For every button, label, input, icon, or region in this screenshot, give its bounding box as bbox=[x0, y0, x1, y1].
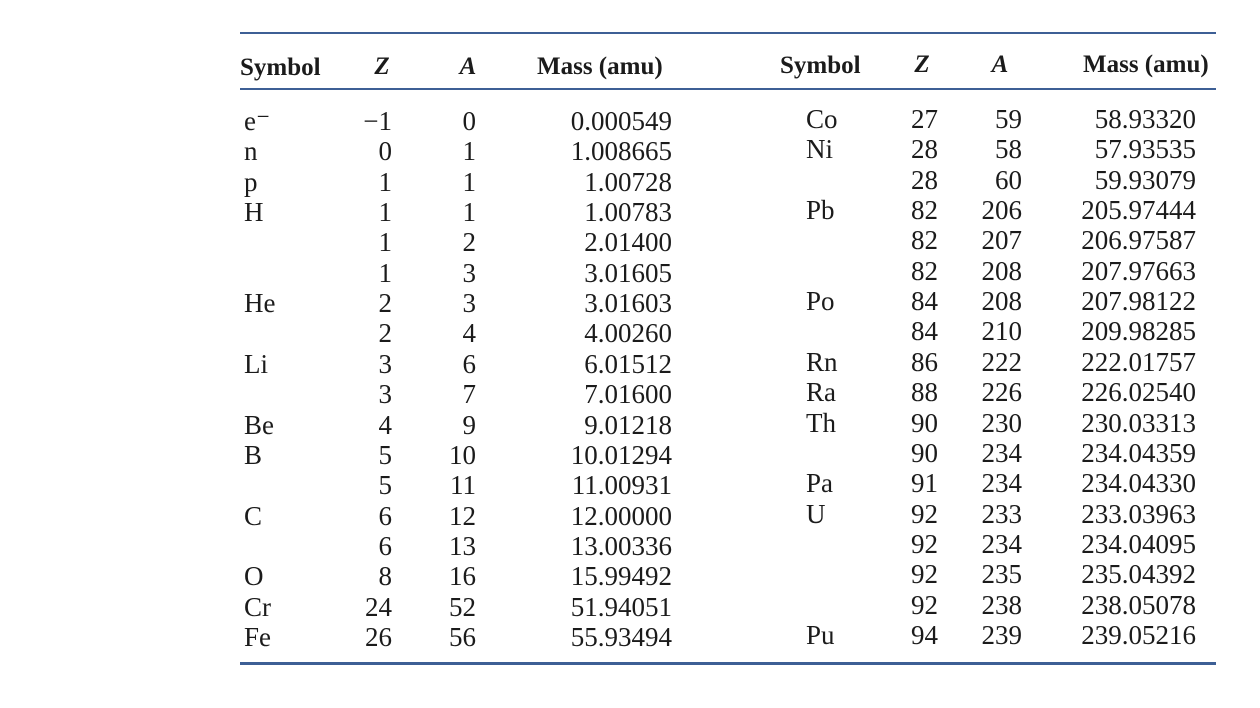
right-row-a-cell: 234 bbox=[981, 438, 1022, 468]
left-row-symbol-cell: Be bbox=[244, 410, 274, 440]
left-row-a-cell: 9 bbox=[462, 410, 476, 440]
left-row-a-cell: 4 bbox=[462, 318, 476, 348]
left-row-a-cell: 12 bbox=[449, 501, 476, 531]
right-row-mass-cell: 234.04330 bbox=[1081, 468, 1196, 498]
left-row-symbol-cell: e⁻ bbox=[244, 106, 271, 136]
right-row-a-cell: 238 bbox=[981, 590, 1022, 620]
right-row-symbol-cell: Ra bbox=[806, 377, 836, 407]
right-row-a-cell: 239 bbox=[981, 620, 1022, 650]
right-row-mass-cell: 230.03313 bbox=[1081, 408, 1196, 438]
left-row-z-cell: 3 bbox=[378, 349, 392, 379]
left-row-mass-cell: 15.99492 bbox=[570, 561, 672, 591]
header-symbol-left: Symbol bbox=[240, 54, 321, 81]
left-row-mass-cell: 9.01218 bbox=[584, 410, 672, 440]
left-row-symbol-cell: H bbox=[244, 197, 264, 227]
left-row-symbol-cell: n bbox=[244, 136, 258, 166]
right-row-a-cell: 59 bbox=[995, 104, 1022, 134]
left-row-z-cell: 5 bbox=[378, 440, 392, 470]
left-row-a-cell: 52 bbox=[449, 592, 476, 622]
left-row-a-cell: 10 bbox=[449, 440, 476, 470]
left-row-a-cell: 13 bbox=[449, 531, 476, 561]
right-row-a-cell: 210 bbox=[981, 316, 1022, 346]
left-row-a-cell: 6 bbox=[462, 349, 476, 379]
right-row-mass-cell: 238.05078 bbox=[1081, 590, 1196, 620]
left-row-mass-cell: 3.01605 bbox=[584, 258, 672, 288]
left-row-a-cell: 56 bbox=[449, 622, 476, 652]
right-row-a-cell: 234 bbox=[981, 468, 1022, 498]
left-row-a-cell: 3 bbox=[462, 258, 476, 288]
right-row-z-cell: 84 bbox=[911, 316, 938, 346]
right-row-mass-cell: 57.93535 bbox=[1094, 134, 1196, 164]
left-row-symbol-cell: p bbox=[244, 167, 258, 197]
header-mass-left: Mass (amu) bbox=[537, 53, 663, 80]
right-row-z-cell: 28 bbox=[911, 134, 938, 164]
right-row-mass-cell: 209.98285 bbox=[1081, 316, 1196, 346]
left-row-a-cell: 11 bbox=[450, 470, 476, 500]
right-row-mass-cell: 234.04095 bbox=[1081, 529, 1196, 559]
left-row-a-cell: 7 bbox=[462, 379, 476, 409]
right-row-z-cell: 90 bbox=[911, 408, 938, 438]
left-row-mass-cell: 1.00728 bbox=[584, 167, 672, 197]
header-symbol-right: Symbol bbox=[780, 52, 861, 79]
left-row-z-cell: 24 bbox=[365, 592, 392, 622]
table-top-rule bbox=[240, 32, 1216, 34]
right-row-mass-cell: 206.97587 bbox=[1081, 225, 1196, 255]
left-row-a-cell: 0 bbox=[462, 106, 476, 136]
right-row-a-cell: 226 bbox=[981, 377, 1022, 407]
right-row-a-cell: 208 bbox=[981, 286, 1022, 316]
right-row-symbol-cell: Co bbox=[806, 104, 838, 134]
right-row-z-cell: 90 bbox=[911, 438, 938, 468]
right-row-z-cell: 82 bbox=[911, 225, 938, 255]
right-row-a-cell: 222 bbox=[981, 347, 1022, 377]
table-bottom-rule bbox=[240, 662, 1216, 665]
left-row-z-cell: 3 bbox=[378, 379, 392, 409]
right-row-symbol-cell: Th bbox=[806, 408, 836, 438]
left-row-z-cell: 6 bbox=[378, 531, 392, 561]
right-row-symbol-cell: U bbox=[806, 499, 826, 529]
right-row-z-cell: 84 bbox=[911, 286, 938, 316]
right-row-z-cell: 92 bbox=[911, 559, 938, 589]
right-row-symbol-cell: Ni bbox=[806, 134, 833, 164]
left-row-z-cell: 1 bbox=[378, 167, 392, 197]
left-row-mass-cell: 0.000549 bbox=[570, 106, 672, 136]
left-row-mass-cell: 51.94051 bbox=[570, 592, 672, 622]
right-row-z-cell: 92 bbox=[911, 529, 938, 559]
header-mass-right: Mass (amu) bbox=[1083, 51, 1209, 78]
right-row-z-cell: 27 bbox=[911, 104, 938, 134]
left-row-a-cell: 16 bbox=[449, 561, 476, 591]
left-row-a-cell: 1 bbox=[462, 197, 476, 227]
right-row-mass-cell: 235.04392 bbox=[1081, 559, 1196, 589]
left-row-mass-cell: 3.01603 bbox=[584, 288, 672, 318]
right-row-a-cell: 230 bbox=[981, 408, 1022, 438]
left-row-mass-cell: 12.00000 bbox=[570, 501, 672, 531]
left-row-z-cell: 6 bbox=[378, 501, 392, 531]
right-row-mass-cell: 226.02540 bbox=[1081, 377, 1196, 407]
right-row-z-cell: 82 bbox=[911, 256, 938, 286]
right-row-symbol-cell: Pb bbox=[806, 195, 835, 225]
left-row-a-cell: 1 bbox=[462, 136, 476, 166]
right-row-z-cell: 86 bbox=[911, 347, 938, 377]
left-row-symbol-cell: O bbox=[244, 561, 264, 591]
left-row-z-cell: −1 bbox=[363, 106, 392, 136]
right-row-a-cell: 58 bbox=[995, 134, 1022, 164]
left-row-mass-cell: 1.008665 bbox=[570, 136, 672, 166]
right-row-mass-cell: 239.05216 bbox=[1081, 620, 1196, 650]
right-row-a-cell: 60 bbox=[995, 165, 1022, 195]
left-row-mass-cell: 13.00336 bbox=[570, 531, 672, 561]
right-row-mass-cell: 58.93320 bbox=[1094, 104, 1196, 134]
left-row-z-cell: 26 bbox=[365, 622, 392, 652]
left-row-a-cell: 3 bbox=[462, 288, 476, 318]
left-row-a-cell: 1 bbox=[462, 167, 476, 197]
right-row-z-cell: 28 bbox=[911, 165, 938, 195]
left-row-symbol-cell: Li bbox=[244, 349, 268, 379]
right-row-symbol-cell: Pu bbox=[806, 620, 835, 650]
left-row-z-cell: 1 bbox=[378, 227, 392, 257]
right-row-a-cell: 206 bbox=[981, 195, 1022, 225]
left-row-z-cell: 5 bbox=[378, 470, 392, 500]
left-row-mass-cell: 2.01400 bbox=[584, 227, 672, 257]
right-row-z-cell: 82 bbox=[911, 195, 938, 225]
right-row-mass-cell: 59.93079 bbox=[1094, 165, 1196, 195]
header-a-left: A bbox=[459, 53, 477, 80]
table-header-rule bbox=[240, 88, 1216, 90]
left-row-symbol-cell: C bbox=[244, 501, 263, 531]
left-row-symbol-cell: He bbox=[244, 288, 276, 318]
header-z-left: Z bbox=[374, 53, 390, 80]
left-row-mass-cell: 55.93494 bbox=[570, 622, 672, 652]
right-row-a-cell: 234 bbox=[981, 529, 1022, 559]
right-row-mass-cell: 222.01757 bbox=[1081, 347, 1196, 377]
left-row-mass-cell: 1.00783 bbox=[584, 197, 672, 227]
left-row-z-cell: 2 bbox=[378, 318, 392, 348]
left-row-z-cell: 1 bbox=[378, 258, 392, 288]
right-row-z-cell: 92 bbox=[911, 590, 938, 620]
left-row-symbol-cell: B bbox=[244, 440, 263, 470]
left-row-z-cell: 0 bbox=[378, 136, 392, 166]
right-row-mass-cell: 233.03963 bbox=[1081, 499, 1196, 529]
header-z-right: Z bbox=[914, 51, 930, 78]
left-row-z-cell: 4 bbox=[378, 410, 392, 440]
right-row-symbol-cell: Po bbox=[806, 286, 835, 316]
right-row-mass-cell: 207.98122 bbox=[1081, 286, 1196, 316]
left-row-z-cell: 1 bbox=[378, 197, 392, 227]
left-row-mass-cell: 6.01512 bbox=[584, 349, 672, 379]
header-a-right: A bbox=[991, 51, 1009, 78]
right-row-z-cell: 92 bbox=[911, 499, 938, 529]
left-row-symbol-cell: Fe bbox=[244, 622, 271, 652]
left-row-symbol-cell: Cr bbox=[244, 592, 271, 622]
left-row-mass-cell: 7.01600 bbox=[584, 379, 672, 409]
right-row-symbol-cell: Pa bbox=[806, 468, 833, 498]
left-row-mass-cell: 4.00260 bbox=[584, 318, 672, 348]
right-row-symbol-cell: Rn bbox=[806, 347, 838, 377]
right-row-a-cell: 207 bbox=[981, 225, 1022, 255]
right-row-a-cell: 233 bbox=[981, 499, 1022, 529]
right-row-mass-cell: 205.97444 bbox=[1081, 195, 1196, 225]
left-row-z-cell: 8 bbox=[378, 561, 392, 591]
right-row-z-cell: 88 bbox=[911, 377, 938, 407]
right-row-a-cell: 208 bbox=[981, 256, 1022, 286]
left-row-mass-cell: 10.01294 bbox=[570, 440, 672, 470]
right-row-mass-cell: 207.97663 bbox=[1081, 256, 1196, 286]
left-row-a-cell: 2 bbox=[462, 227, 476, 257]
right-row-z-cell: 94 bbox=[911, 620, 938, 650]
left-row-mass-cell: 11.00931 bbox=[571, 470, 672, 500]
right-row-a-cell: 235 bbox=[981, 559, 1022, 589]
right-row-mass-cell: 234.04359 bbox=[1081, 438, 1196, 468]
right-row-z-cell: 91 bbox=[911, 468, 938, 498]
left-row-z-cell: 2 bbox=[378, 288, 392, 318]
